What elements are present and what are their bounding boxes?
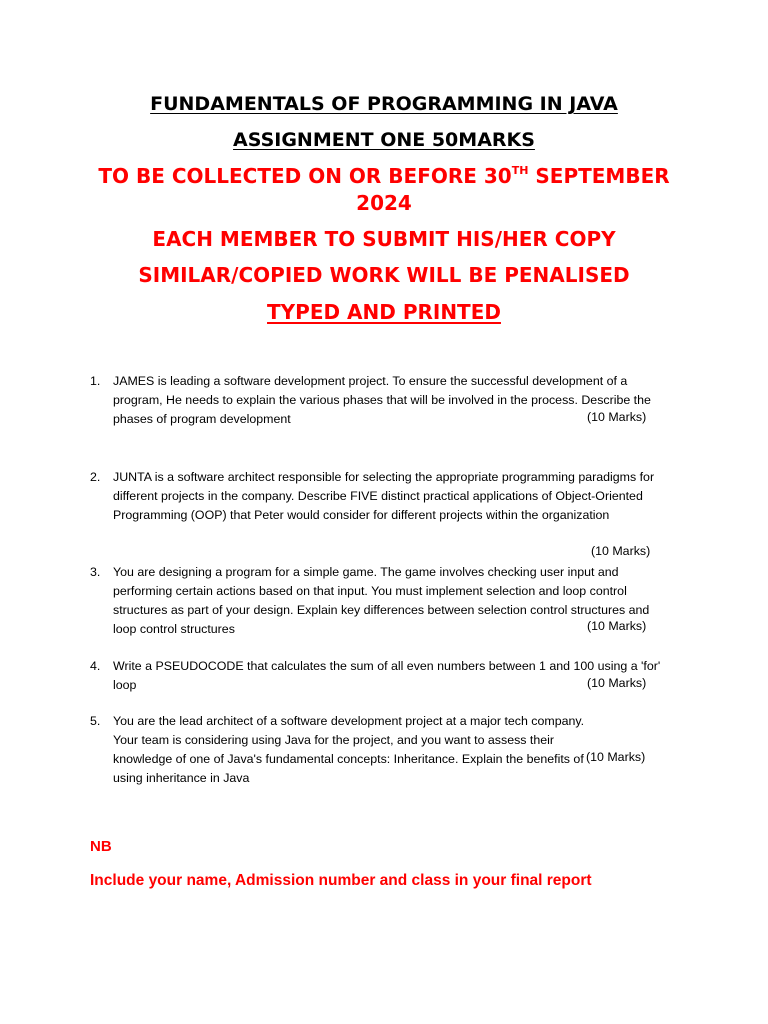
question-4-marks: (10 Marks) (587, 676, 647, 690)
course-title: FUNDAMENTALS OF PROGRAMMING IN JAVA (150, 93, 618, 115)
typed-notice: TYPED AND PRINTED (267, 300, 501, 324)
question-3-marks: (10 Marks) (587, 619, 647, 633)
assignment-title: ASSIGNMENT ONE 50MARKS (233, 129, 535, 151)
document-page: FUNDAMENTALS OF PROGRAMMING IN JAVA ASSIGNMENT ONE 50MARKS TO BE COLLECTED ON OR BEFORE 30TH SEPTEMBER 2024 EACH MEMBER TO SUBMIT HIS/HER COPY SIMILAR/COPIED WORK WILL BE PENALISED TYPED AND PRINTED 1. JAMES is leading a software development project. To ensure the successful development of a program, He needs to explain the various phases that will be involved in the process. Describe the phases of program development (10 Marks) 2. JUNTA is a software architect responsible for selecting the appropriate programming paradigms for different projects in the company. Describe FIVE distinct practical applications of Object-Oriented Programming (OOP) that Peter would consider for different projects within the organization (10 Marks) 3. You are designing a program for a simple game. The game involves checking user input and performing certain actions based on that input. You must implement selection and loop control structures as part of your design. Explain key differences between selection control structures and loop control structures (10 Marks) 4. Write a PSEUDOCODE that calculates the sum of all even numbers between 1 and 100 using a 'for' loop (10 Marks) 5. You are the lead architect of a software development project at a major tech company. Your team is considering using Java for the project, and you want to assess their knowledge of one of Java's fundamental concepts: Inheritance. Explain the benefits of using inheritance in Java (10 Marks) NB Include your name, Admission number and class in your final report (0, 0, 768, 1024)
deadline-year: 2024 (356, 191, 412, 215)
question-1-marks: (10 Marks) (587, 410, 647, 424)
deadline-line: TO BE COLLECTED ON OR BEFORE 30TH SEPTEMBER (98, 164, 670, 188)
question-2-marks: (10 Marks) (591, 544, 651, 558)
plagiarism-notice: SIMILAR/COPIED WORK WILL BE PENALISED (138, 263, 630, 287)
final-report-note: Include your name, Admission number and class in your final report (90, 872, 592, 889)
question-5-marks: (10 Marks) (586, 750, 646, 764)
each-member-notice: EACH MEMBER TO SUBMIT HIS/HER COPY (152, 227, 616, 251)
nb-label: NB (90, 838, 112, 855)
